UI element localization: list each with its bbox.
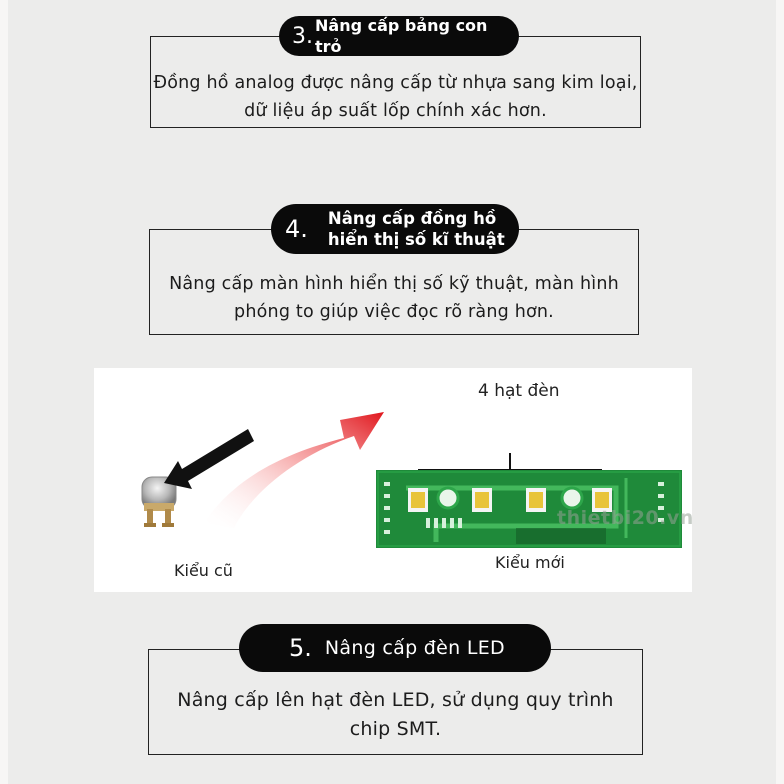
section-4-number: 4. xyxy=(285,215,308,243)
section-5-body xyxy=(149,686,642,744)
new-tag-label: 4 hạt đèn xyxy=(478,381,560,401)
section-3-body-line1: Đồng hồ analog được nâng cấp từ nhựa sang kim loại, xyxy=(153,73,638,93)
new-style-caption: Kiểu mới xyxy=(495,553,565,572)
section-4-title-line1: Nâng cấp đồng hồ xyxy=(327,209,497,228)
section-3-title: Nâng cấp bảng con trỏ xyxy=(315,16,488,56)
left-edge-band xyxy=(0,0,8,784)
watermark: thietbi20.vn xyxy=(557,507,694,529)
section-4-body-line1: Nâng cấp màn hình hiển thị số kỹ thuật, màn hình xyxy=(169,274,619,294)
section-5-title: Nâng cấp đèn LED xyxy=(324,636,505,659)
section-4-title xyxy=(328,208,505,250)
section-5-body-line1: Nâng cấp lên hạt đèn LED, sử dụng quy trình xyxy=(177,689,614,711)
section-4-title-line2: hiển thị số kĩ thuật xyxy=(327,230,505,249)
old-style-caption: Kiểu cũ xyxy=(174,561,233,580)
section-4-body xyxy=(150,270,638,326)
section-3-body xyxy=(151,69,640,125)
section-4-body-line2: phóng to giúp việc đọc rõ ràng hơn. xyxy=(234,302,554,322)
old-tag-label: 1 hạt đèn xyxy=(172,401,255,464)
section-3-title-pill xyxy=(279,16,519,56)
section-3-number: 3. xyxy=(292,23,313,49)
section-4-title-pill xyxy=(271,204,519,254)
section-5-number: 5. xyxy=(289,634,312,662)
section-5-body-line2: chip SMT. xyxy=(349,718,442,740)
section-5-title-pill xyxy=(239,624,551,672)
right-edge-band xyxy=(776,0,784,784)
section-3-body-line2: dữ liệu áp suất lốp chính xác hơn. xyxy=(244,101,547,121)
led-comparison-photo xyxy=(94,368,692,592)
